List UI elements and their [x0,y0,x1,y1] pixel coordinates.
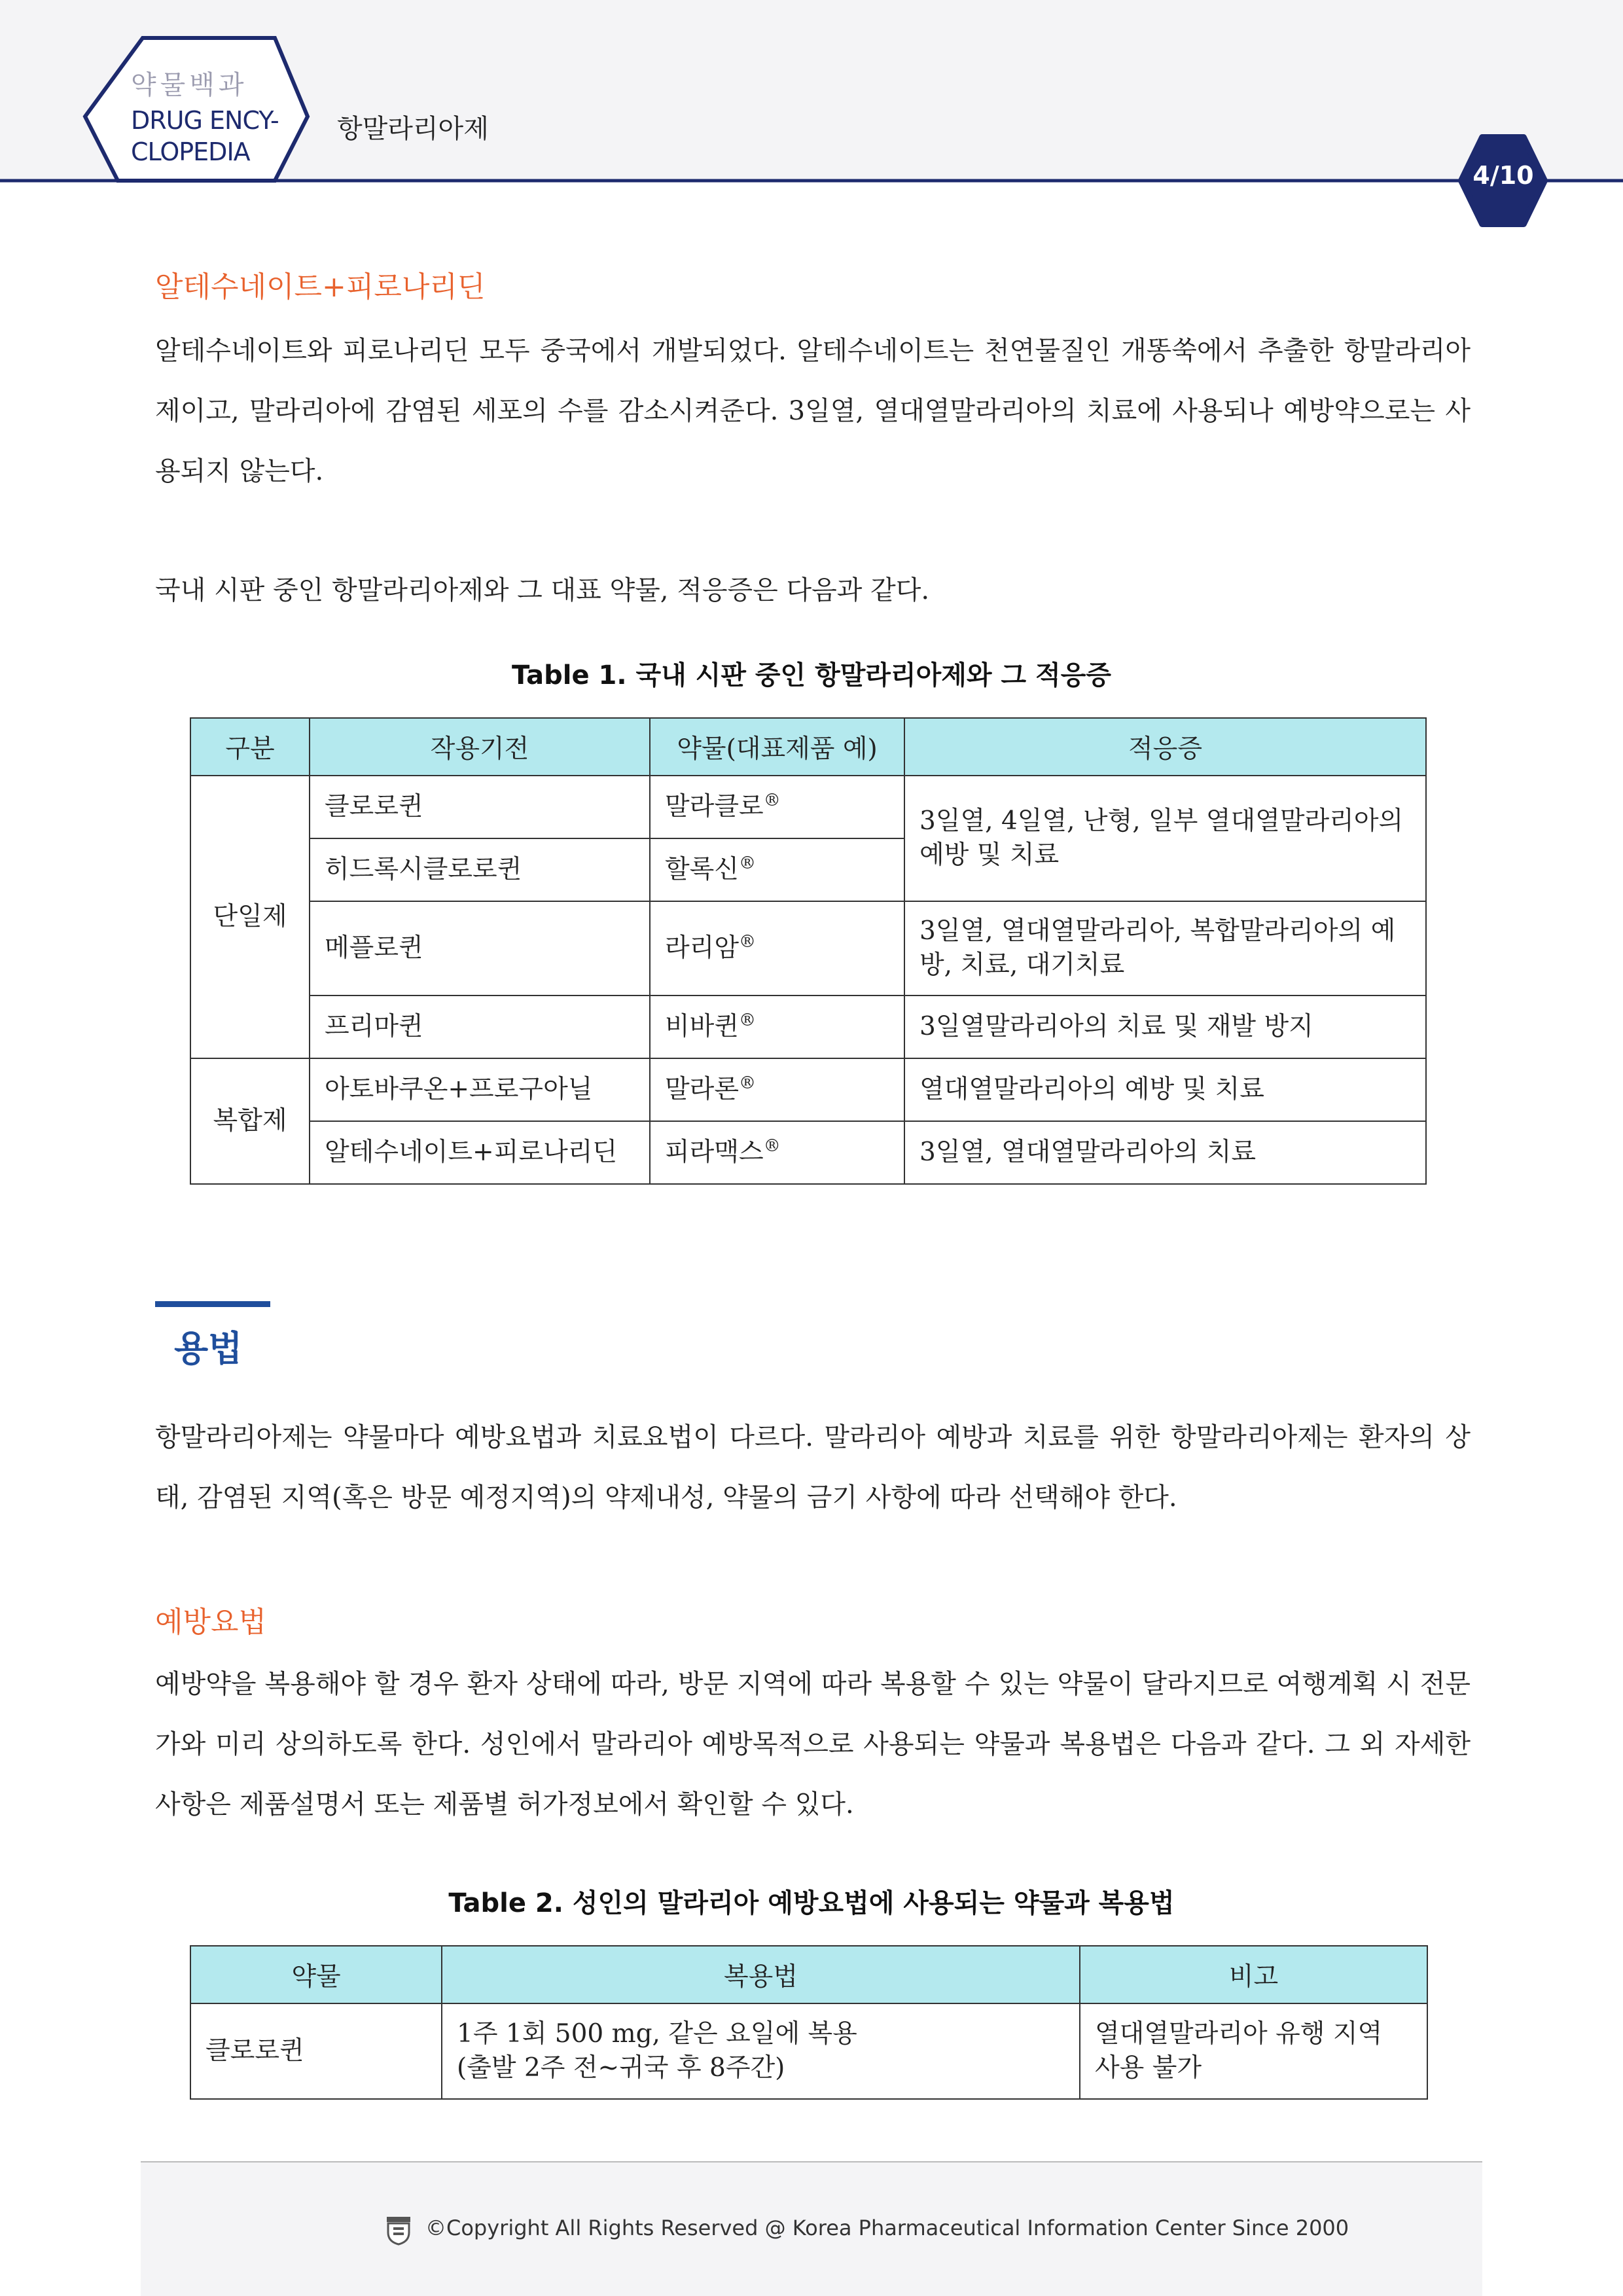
indication-cell: 3일열, 열대열말라리아의 치료 [904,1121,1426,1184]
drug-cell: 클로로퀸 [190,2003,442,2099]
section-accent-bar [155,1301,270,1307]
logo-line-2: CLOPEDIA [131,137,250,166]
mechanism-cell: 메플로퀸 [310,901,650,996]
mechanism-cell: 히드록시클로로퀸 [310,838,650,901]
paragraph-intro-table1: 국내 시판 중인 항말라리아제와 그 대표 약물, 적응증은 다음과 같다. [155,575,930,605]
mechanism-cell: 아토바쿠온+프로구아닐 [310,1058,650,1121]
table-row [190,776,1426,838]
dose-cell [442,2003,1080,2099]
dose-period: (출발 2주 전~귀국 후 8주간) [457,2053,785,2083]
kpic-shield-icon [384,2215,413,2246]
drug-cell: 할록신® [650,838,904,901]
indication-cell: 열대열말라리아의 예방 및 치료 [904,1058,1426,1121]
table2-header-cell: 비고 [1080,1946,1427,2003]
paragraph-dosage: 항말라리아제는 약물마다 예방요법과 치료요법이 다르다. 말라리아 예방과 치료를 위한 항말라리아제는 환자의 상태, 감염된 지역(혹은 방문 예정지역)의 약제내성, 약물의 금기 사항에 따라 선택해야 한다. [155,1422,1471,1513]
table1-caption: Table 1. 국내 시판 중인 항말라리아제와 그 적응증 [512,660,1111,691]
table-row [190,1058,1426,1121]
table1 [190,717,1427,1185]
table2-caption: Table 2. 성인의 말라리아 예방요법에 사용되는 약물과 복용법 [448,1888,1175,1918]
table-row [190,2003,1427,2099]
drug-cell: 라리암® [650,901,904,996]
table1-header-cell: 작용기전 [310,718,650,776]
document-title: 항말라리아제 [337,114,489,144]
table-row [190,1121,1426,1184]
table2-header-row [190,1946,1427,2003]
logo-korean: 약물백과 [131,70,248,100]
drug-cell: 비바퀸® [650,996,904,1058]
mechanism-cell: 알테수네이트+피로나리딘 [310,1121,650,1184]
mechanism-cell: 프리마퀸 [310,996,650,1058]
table2-header-cell: 복용법 [442,1946,1080,2003]
logo-line-1: DRUG ENCY- [131,106,279,135]
table-row [190,996,1426,1058]
subheading-artesunate: 알테수네이트+피로나리딘 [155,270,486,304]
table1-header-cell: 구분 [190,718,310,776]
table1-header-row [190,718,1426,776]
drug-cell: 말라클로® [650,776,904,838]
table1-header-cell: 적응증 [904,718,1426,776]
drug-cell: 말라론® [650,1058,904,1121]
subheading-prevention: 예방요법 [155,1605,267,1639]
section-title-dosage: 용법 [174,1328,243,1369]
group-single-agent: 단일제 [190,776,310,1058]
table1-header-cell: 약물(대표제품 예) [650,718,904,776]
copyright-text: ©Copyright All Rights Reserved @ Korea Pharmaceutical Information Center Since 2000 [425,2215,1349,2240]
paragraph-prevention: 예방약을 복용해야 할 경우 환자 상태에 따라, 방문 지역에 따라 복용할 수 있는 약물이 달라지므로 여행계획 시 전문가와 미리 상의하도록 한다. 성인에서 말라리아 예방목적으로 사용되는 약물과 복용법은 다음과 같다. 그 외 자세한 사항은 제품설명서 또는 제품별 허가정보에서 확인할 수 있다. [155,1669,1471,1820]
mechanism-cell: 클로로퀸 [310,776,650,838]
note-cell: 열대열말라리아 유행 지역 사용 불가 [1080,2003,1427,2099]
dose-line: 1주 1회 500 mg, 같은 요일에 복용 [457,2019,857,2049]
logo-english [131,105,279,168]
table-row [190,901,1426,996]
page-number: 4/10 [1472,161,1534,190]
indication-cell: 3일열, 4일열, 난형, 일부 열대열말라리아의 예방 및 치료 [904,776,1426,901]
group-combination: 복합제 [190,1058,310,1184]
table2 [190,1945,1428,2100]
paragraph-artesunate: 알테수네이트와 피로나리딘 모두 중국에서 개발되었다. 알테수네이트는 천연물질인 개똥쑥에서 추출한 항말라리아제이고, 말라리아에 감염된 세포의 수를 감소시켜준다. 3일열, 열대열말라리아의 치료에 사용되나 예방약으로는 사용되지 않는다. [155,336,1471,486]
table2-header-cell: 약물 [190,1946,442,2003]
drug-cell: 피라맥스® [650,1121,904,1184]
indication-cell: 3일열, 열대열말라리아, 복합말라리아의 예방, 치료, 대기치료 [904,901,1426,996]
indication-cell: 3일열말라리아의 치료 및 재발 방지 [904,996,1426,1058]
